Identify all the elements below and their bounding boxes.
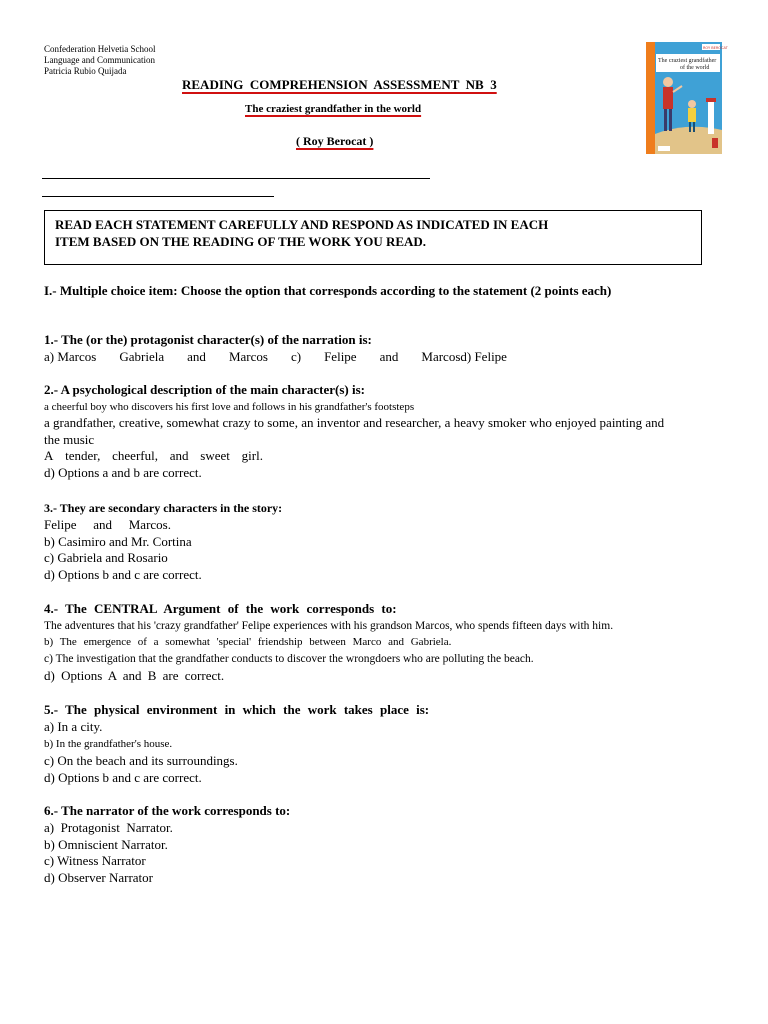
question-6-option-d[interactable]: d) Observer Narrator (44, 870, 154, 886)
assessment-title: READING COMPREHENSION ASSESSMENT NB 3 (182, 77, 497, 92)
question-2-option-b[interactable] (44, 415, 744, 449)
question-4-prompt: 4.- The CENTRAL Argument of the work corresponds to: (44, 601, 397, 616)
question-5 (44, 702, 744, 786)
question-6-option-b[interactable]: b) Omniscient Narrator. (44, 836, 168, 852)
name-answer-line[interactable] (42, 178, 430, 179)
question-1-options[interactable] (44, 349, 507, 366)
question-6-option-a[interactable]: a) Protagonist Narrator. (44, 819, 173, 835)
q2-option-b-line1: a grandfather, creative, somewhat crazy to some, an inventor and researcher, a heavy smoker who enjoyed painting and (44, 414, 665, 430)
course-answer-line[interactable] (42, 196, 274, 197)
q2-prompt-text: 2.- A psychological description of the main character(s) is: (44, 382, 365, 397)
question-2-option-c[interactable] (44, 448, 263, 465)
instructions-line-1: READ EACH STATEMENT CAREFULLY AND RESPOND AS INDICATED IN EACH (55, 217, 549, 232)
cover-title-line2: of the world (680, 65, 710, 71)
question-6 (44, 803, 744, 887)
q3-option-token: Felipe (44, 516, 77, 532)
q1-option-token: and (187, 348, 206, 364)
question-2 (44, 382, 744, 482)
question-4-option-a[interactable]: The adventures that his 'crazy grandfather' Felipe experiences with his grandson Marcos, who spends fifteen days with him. (44, 619, 614, 632)
q1-option-token: Felipe (324, 348, 357, 364)
q2-option-b-line2: the music (44, 431, 95, 447)
school-name: Confederation Helvetia School (44, 44, 156, 54)
q1-option-token: Gabriela (119, 348, 165, 364)
book-cover-image (646, 42, 728, 154)
teacher-name: Patricia Rubio Quijada (44, 66, 127, 76)
question-4-option-c[interactable]: c) The investigation that the grandfather conducts to discover the wrongdoers who are polluting the beach. (44, 652, 534, 665)
q2-option-token: and (169, 448, 189, 464)
q3-option-token: and (93, 516, 113, 532)
section-heading: I.- Multiple choice item: Choose the option that corresponds according to the statement (2 points each) (44, 283, 612, 298)
question-5-prompt: 5.- The physical environment in which the work takes place is: (44, 702, 430, 717)
question-3-option-b[interactable]: b) Casimiro and Mr. Cortina (44, 533, 192, 549)
q2-option-token: girl. (241, 448, 263, 464)
question-2-option-a[interactable]: a cheerful boy who discovers his first love and follows in his grandfather's footsteps (44, 400, 415, 413)
cover-title-line1: The craziest grandfather (658, 58, 717, 64)
question-2-prompt (44, 382, 437, 399)
question-3 (44, 500, 744, 584)
q1-option-token: Marcos (228, 348, 268, 364)
question-3-option-d[interactable]: d) Options b and c are correct. (44, 567, 202, 583)
q2-option-token: A (44, 448, 54, 464)
q1-option-token: c) (290, 348, 302, 364)
question-1-prompt: 1.- The (or the) protagonist character(s) of the narration is: (44, 332, 372, 347)
question-4 (44, 601, 744, 685)
subject-name: Language and Communication (44, 55, 155, 65)
q1-option-token: and (379, 348, 399, 364)
cover-author-text: ROY BEROCAT (703, 46, 728, 50)
instructions-box (44, 210, 702, 265)
book-author: ( Roy Berocat ) (296, 134, 374, 148)
question-5-option-b[interactable]: b) In the grandfather's house. (44, 737, 173, 750)
question-2-option-d[interactable]: d) Options a and b are correct. (44, 465, 202, 481)
question-6-prompt: 6.- The narrator of the work corresponds to: (44, 803, 291, 818)
question-6-option-c[interactable]: c) Witness Narrator (44, 853, 146, 869)
question-3-option-a[interactable] (44, 517, 171, 534)
q3-option-token: Marcos. (128, 516, 171, 532)
book-title: The craziest grandfather in the world (245, 103, 422, 115)
question-5-option-c[interactable]: c) On the beach and its surroundings. (44, 752, 238, 768)
question-3-prompt: 3.- They are secondary characters in the story: (44, 501, 283, 515)
q2-option-token: cheerful, (112, 448, 158, 464)
question-3-option-c[interactable]: c) Gabriela and Rosario (44, 550, 168, 566)
q2-option-token: tender, (65, 448, 101, 464)
question-5-option-a[interactable]: a) In a city. (44, 718, 103, 734)
question-5-option-d[interactable]: d) Options b and c are correct. (44, 769, 202, 785)
q1-option-token: Marcosd) Felipe (421, 348, 507, 364)
q1-option-token: a) Marcos (44, 348, 97, 364)
question-4-option-d[interactable]: d) Options A and B are correct. (44, 667, 225, 683)
instructions-line-2: ITEM BASED ON THE READING OF THE WORK YOU READ. (55, 234, 427, 249)
question-1 (44, 332, 744, 366)
q2-option-token: sweet (200, 448, 230, 464)
question-4-option-b[interactable]: b) The emergence of a somewhat 'special' friendship between Marco and Gabriela. (44, 635, 452, 648)
